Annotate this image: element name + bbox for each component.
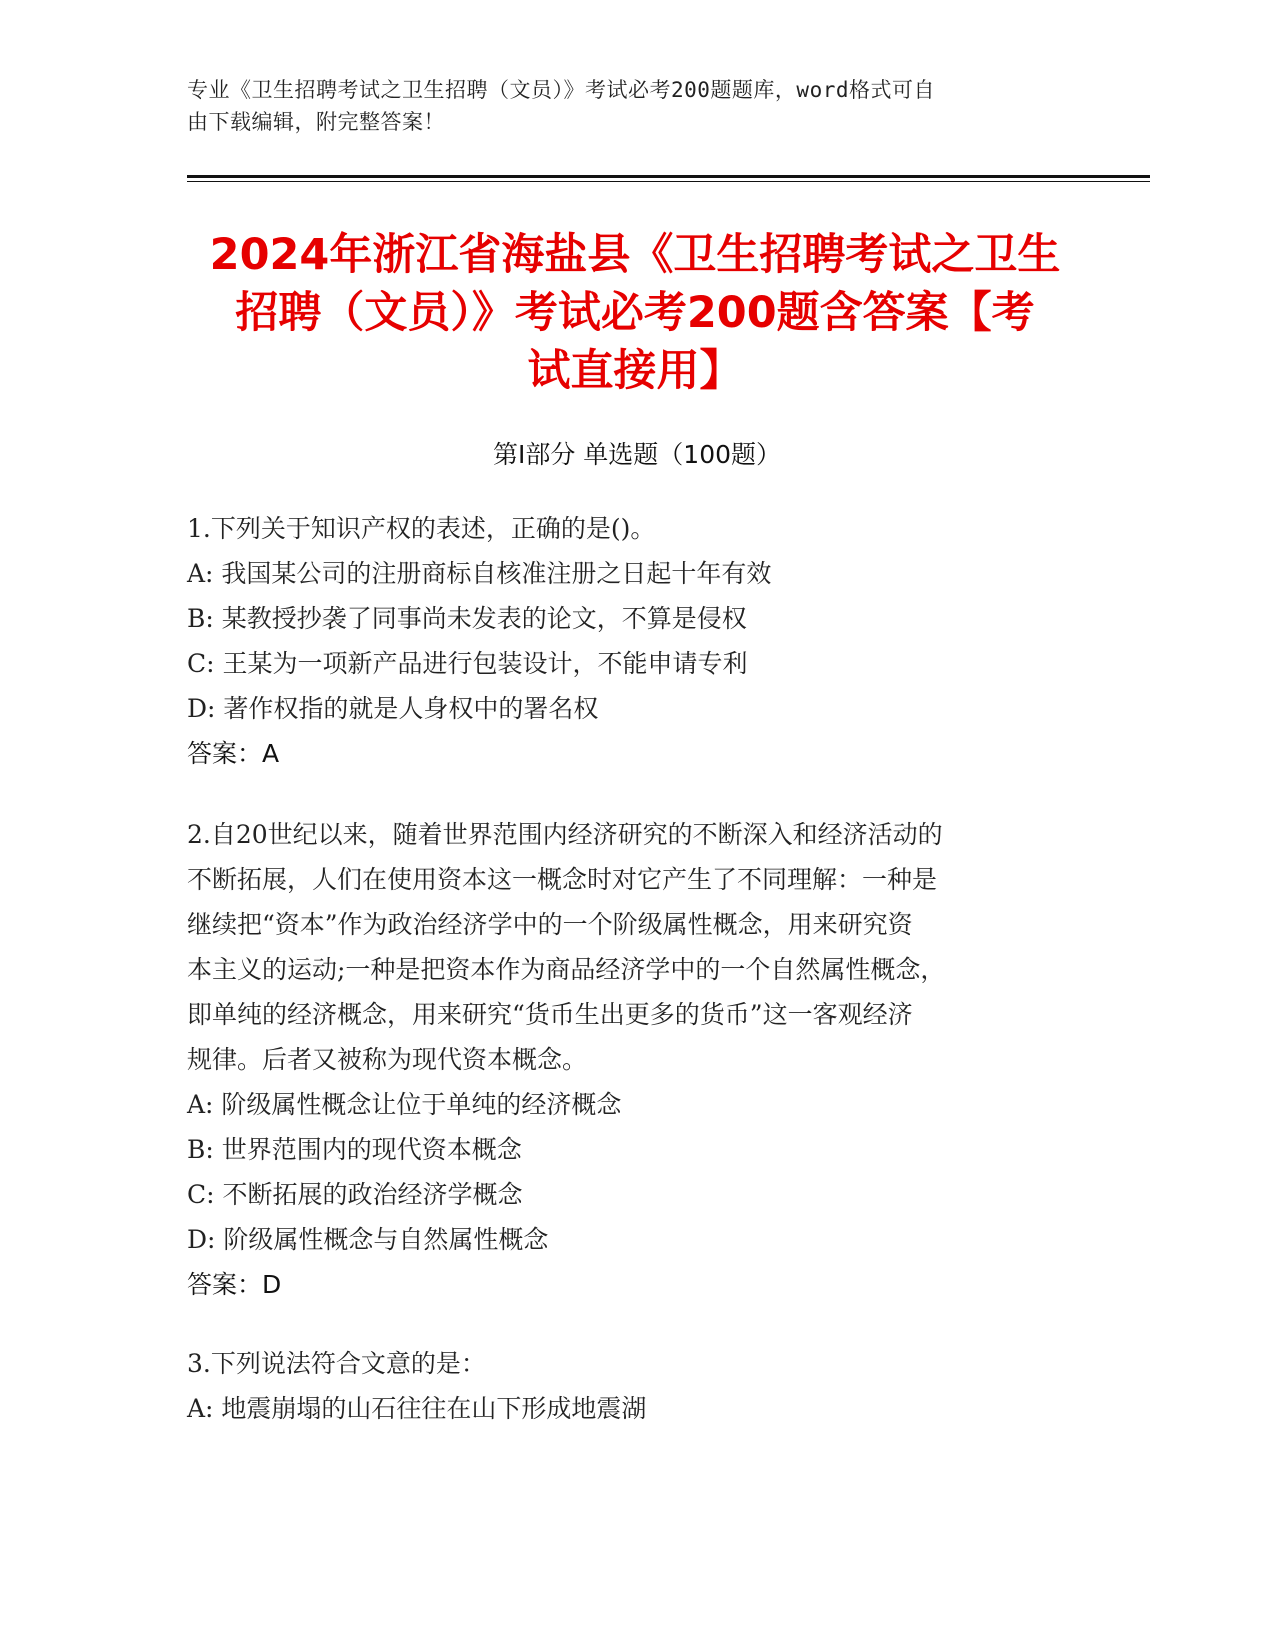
question-2-stem-line-4: 本主义的运动;一种是把资本作为商品经济学中的一个自然属性概念， bbox=[187, 955, 946, 984]
question-3-stem: 3.下列说法符合文意的是： bbox=[187, 1349, 486, 1378]
header-note-line-1: 专业《卫生招聘考试之卫生招聘（文员）》考试必考200题题库，word格式可自 bbox=[187, 78, 935, 102]
question-1-option-b: B: 某教授抄袭了同事尚未发表的论文，不算是侵权 bbox=[187, 604, 747, 633]
document-title-line-3: 试直接用】 bbox=[527, 346, 743, 396]
question-2-option-a: A: 阶级属性概念让位于单纯的经济概念 bbox=[187, 1090, 622, 1119]
question-2 bbox=[187, 812, 1067, 1307]
question-1-stem: 1.下列关于知识产权的表述，正确的是()。 bbox=[187, 514, 656, 543]
document-title-line-2: 招聘（文员）》考试必考200题含答案【考 bbox=[235, 288, 1035, 338]
question-2-stem-line-1: 2.自20世纪以来，随着世界范围内经济研究的不断深入和经济活动的 bbox=[187, 820, 943, 849]
question-2-stem-line-5: 即单纯的经济概念，用来研究“货币生出更多的货币”这一客观经济 bbox=[187, 1000, 913, 1029]
question-1-option-a: A: 我国某公司的注册商标自核准注册之日起十年有效 bbox=[187, 559, 772, 588]
section-heading: 第I部分 单选题（100题） bbox=[492, 440, 782, 469]
question-2-answer: 答案：D bbox=[187, 1270, 282, 1299]
question-2-option-d: D: 阶级属性概念与自然属性概念 bbox=[187, 1225, 549, 1254]
question-1-answer: 答案：A bbox=[187, 739, 280, 768]
question-2-stem-line-3: 继续把“资本”作为政治经济学中的一个阶级属性概念，用来研究资 bbox=[187, 910, 913, 939]
document-title-line-1: 2024年浙江省海盐县《卫生招聘考试之卫生 bbox=[209, 230, 1061, 280]
header-divider-thick bbox=[187, 175, 1150, 178]
question-3-option-a: A: 地震崩塌的山石往往在山下形成地震湖 bbox=[187, 1394, 647, 1423]
question-3 bbox=[187, 1341, 1067, 1431]
question-2-stem-line-2: 不断拓展，人们在使用资本这一概念时对它产生了不同理解：一种是 bbox=[187, 865, 938, 894]
header-divider-thin bbox=[187, 181, 1150, 182]
header-note bbox=[187, 74, 1087, 138]
header-note-line-2: 由下载编辑，附完整答案！ bbox=[187, 110, 445, 134]
document-title bbox=[160, 226, 1110, 400]
question-2-option-b: B: 世界范围内的现代资本概念 bbox=[187, 1135, 522, 1164]
question-1 bbox=[187, 506, 1067, 776]
question-2-stem-line-6: 规律。后者又被称为现代资本概念。 bbox=[187, 1045, 588, 1074]
question-1-option-c: C: 王某为一项新产品进行包装设计，不能申请专利 bbox=[187, 649, 748, 678]
question-2-option-c: C: 不断拓展的政治经济学概念 bbox=[187, 1180, 523, 1209]
question-1-option-d: D: 著作权指的就是人身权中的署名权 bbox=[187, 694, 599, 723]
